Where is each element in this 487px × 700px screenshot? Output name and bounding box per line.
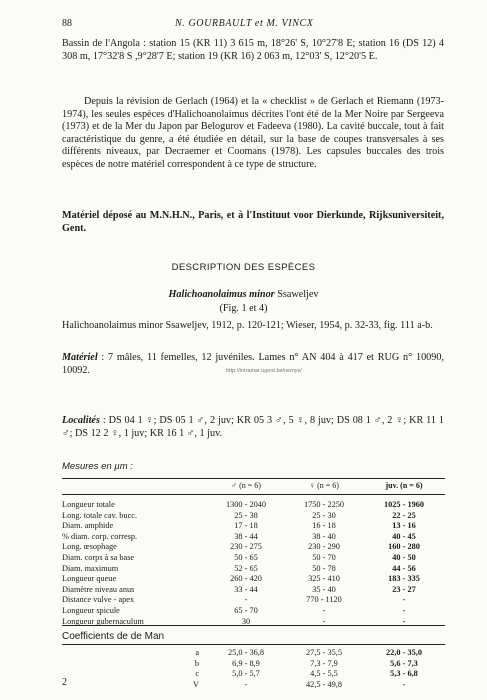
value-cell: 5,6 - 7,3 (390, 658, 418, 668)
value-cell: 25,0 - 36,8 (228, 648, 264, 657)
row-label: b (194, 658, 199, 668)
table-header-rule (62, 494, 445, 495)
row-label: Longueur queue (62, 574, 117, 584)
value-cell: - (402, 616, 406, 626)
row-label: Distance vulve - apex (62, 595, 135, 605)
value-cell: 50 - 78 (312, 563, 336, 573)
coefficient-row (62, 659, 445, 670)
value-cell: 183 - 335 (388, 574, 420, 584)
coefficients-title: Coefficients de de Man (62, 631, 165, 642)
value-cell: 42,5 - 49,8 (306, 679, 342, 689)
header-cell-male: ♂ (n = 6) (231, 481, 261, 490)
header-cell-female: ♀ (n = 6) (309, 481, 339, 490)
header-cell (62, 481, 207, 492)
value-cell: 6,9 - 8,9 (232, 658, 260, 668)
row-label: Diamètre niveau anus (62, 584, 135, 594)
value-cell: - (402, 595, 406, 605)
measures-table (62, 500, 445, 627)
value-cell: 5,3 - 6,8 (390, 669, 418, 679)
value-cell: - (402, 605, 406, 615)
value-cell: 770 - 1120 (306, 595, 342, 605)
table-header-row (62, 481, 445, 492)
header-cell-juvenile: juv. (n = 6) (385, 481, 423, 490)
value-cell: 38 - 44 (234, 531, 258, 541)
measure-row (62, 542, 445, 553)
value-cell: 25 - 30 (312, 510, 336, 520)
row-label: c (195, 669, 199, 679)
intro-paragraph-3: Matériel déposé au M.N.H.N., Paris, et à l'Instituut voor Dierkunde, Rijksuniversiteit, Gent. (62, 210, 444, 234)
value-cell: 5,0 - 5,7 (232, 669, 260, 679)
value-cell: 30 (241, 616, 251, 626)
value-cell: 16 - 18 (312, 521, 336, 531)
value-cell: 160 - 280 (388, 542, 420, 552)
value-cell: 4,5 - 5,5 (310, 669, 338, 679)
measure-row (62, 606, 445, 617)
value-cell: 50 - 70 (312, 552, 336, 562)
section-title: DESCRIPTION DES ESPÈCES (171, 262, 316, 273)
value-cell: 35 - 40 (312, 584, 336, 594)
value-cell: 23 - 27 (392, 584, 416, 594)
materiel-text: : 7 mâles, 11 femelles, 12 juvéniles. Lames n° AN 404 à 417 et RUG n° 10090, 10092. (62, 352, 444, 376)
measures-title: Mesures en µm : (62, 461, 133, 472)
localites-label: Localités (62, 415, 100, 426)
value-cell: 22 - 25 (392, 510, 416, 520)
species-author: Ssaweljev (274, 289, 319, 300)
measure-row (62, 500, 445, 511)
value-cell: 1300 - 2040 (225, 500, 267, 509)
value-cell: 65 - 70 (234, 605, 258, 615)
row-label: Diam. maximum (62, 563, 119, 573)
synonymy-paragraph: Halichoanolaimus minor Ssaweljev, 1912, p. 120-121; Wieser, 1954, p. 32-33, fig. 111 a-b. (62, 320, 433, 331)
coefficient-row (62, 669, 445, 680)
figure-reference: (Fig. 1 et 4) (219, 303, 268, 314)
row-label: Longueur totale (62, 500, 115, 509)
value-cell: 50 - 65 (234, 552, 258, 562)
measure-row (62, 595, 445, 606)
value-cell: 44 - 56 (392, 563, 416, 573)
value-cell: 230 - 290 (308, 542, 340, 552)
row-label: Diam. amphide (62, 521, 114, 531)
value-cell: 52 - 65 (234, 563, 258, 573)
footer-mark: 2 (62, 677, 67, 688)
row-label: Diam. corps à sa base (62, 552, 135, 562)
value-cell: 13 - 16 (392, 521, 416, 531)
value-cell: - (244, 595, 248, 605)
value-cell: 325 - 410 (308, 574, 340, 584)
coefficient-row (62, 680, 445, 691)
value-cell: 1750 - 2250 (303, 500, 345, 509)
measure-row (62, 553, 445, 564)
row-label: % diam. corp. corresp. (62, 531, 138, 541)
source-url: http://intramar.ugent.be/nemys/ (226, 368, 302, 374)
value-cell: - (322, 605, 326, 615)
row-label: Long. œsophage (62, 542, 117, 552)
value-cell: 33 - 44 (234, 584, 258, 594)
value-cell: 230 - 275 (230, 542, 262, 552)
coefficients-table (62, 648, 445, 690)
value-cell: 40 - 45 (392, 531, 416, 541)
measure-row (62, 521, 445, 532)
localites-paragraph (62, 415, 444, 440)
intro-paragraph-2: Depuis la révision de Gerlach (1964) et la « checklist » de Gerlach et Riemann (1973-1974), les seules espèces d'Halichoanolaimus décrites l'ont été de la Mer Noire par Sergeeva (1973) et de la Mer du Japon par Belogurov et Fadeeva (1980). La cavité buccale, tout à fait caractéristique du genre, a été étudiée en détail, sur la base de coupes transversales à ses différents niveaux, par Decraemer et Coomans (1978). Les capsules buccales des trois espèces de notre matériel correspondent à ce type de structure. (62, 96, 444, 170)
row-label: a (195, 648, 199, 657)
materiel-label: Matériel (62, 352, 98, 363)
value-cell: 25 - 38 (234, 510, 258, 520)
value-cell: 260 - 420 (230, 574, 262, 584)
row-label: V (193, 679, 199, 689)
coefficient-row (62, 648, 445, 659)
running-title: N. GOURBAULT et M. VINCX (175, 18, 314, 29)
measure-row (62, 511, 445, 522)
value-cell: 1025 - 1960 (383, 500, 425, 509)
measures-header-table (62, 481, 445, 492)
value-cell: 22,0 - 35,0 (386, 648, 422, 657)
intro-paragraph-1: Bassin de l'Angola : station 15 (KR 11) 3 615 m, 18°26' S, 10°27'8 E; station 16 (DS 12) 4 308 m, 17°32'8 S ,9°28'7 E; station 19 (KR 16) 2 063 m, 12°03' S, 12°20'5 E. (62, 38, 444, 62)
value-cell: 17 - 18 (234, 521, 258, 531)
row-label: Longueur gubernaculum (62, 616, 144, 626)
species-name: Halichoanolaimus minor (168, 289, 275, 300)
measure-row (62, 564, 445, 575)
value-cell: 7,3 - 7,9 (310, 658, 338, 668)
value-cell: 38 - 40 (312, 531, 336, 541)
measures-bottom-rule (62, 625, 445, 626)
page-number: 88 (62, 18, 72, 29)
table-top-rule (62, 478, 445, 479)
row-label: Longueur spicule (62, 605, 120, 615)
coefficients-top-rule (62, 644, 445, 645)
measure-row (62, 532, 445, 543)
value-cell: 40 - 50 (392, 552, 416, 562)
measure-row (62, 574, 445, 585)
value-cell: - (402, 679, 406, 689)
value-cell: - (244, 679, 248, 689)
row-label: Long. totale cav. bucc. (62, 510, 138, 520)
measure-row (62, 585, 445, 596)
localites-text: : DS 04 1 ♀; DS 05 1 ♂, 2 juv; KR 05 3 ♂, 5 ♀, 8 juv; DS 08 1 ♂, 2 ♀; KR 11 1 ♂; DS 12 2 ♀, 1 juv; KR 16 1 ♂, 1 juv. (62, 415, 444, 439)
species-heading (0, 289, 487, 300)
value-cell: - (322, 616, 326, 626)
value-cell: 27,5 - 35,5 (306, 648, 342, 657)
